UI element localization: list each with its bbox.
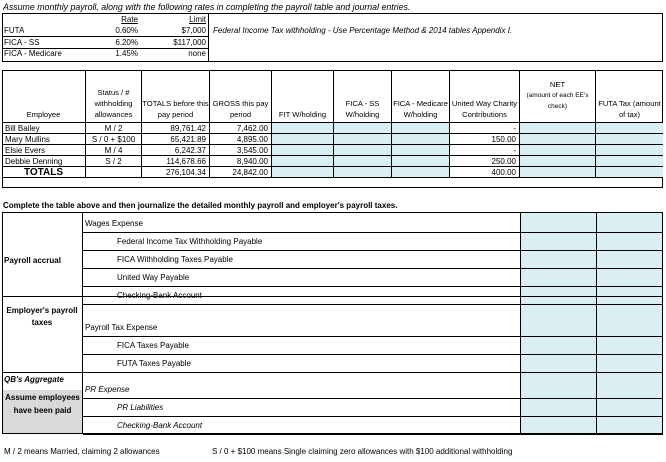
rate-limit: none [188,49,206,58]
journal-account: United Way Payable [117,273,190,282]
journal-row-divider [83,336,663,337]
totals-row-fit[interactable] [272,167,334,178]
journal-row-divider [83,354,663,355]
rate-name: FICA - Medicare [4,49,62,58]
table-row-fica-med[interactable] [392,134,450,145]
intro-text: Assume monthly payroll, along with the following rates in completing the payroll table and journal entries. [3,2,411,12]
journal-account: Checking-Bank Account [117,421,203,430]
table-row-gross: 7,462.00 [210,123,272,134]
table-row-futa[interactable] [596,134,663,145]
rate-value: 1.45% [115,49,138,58]
col-totals-before: TOTALS before this pay period [142,70,210,122]
group-divider [2,372,663,373]
journal-account: Payroll Tax Expense [85,323,158,332]
col-net: NET (amount of each EE's check) [520,70,596,122]
col-united-way: United Way Charity Contributions [450,70,520,122]
table-row-fit[interactable] [272,145,334,156]
journal-row-divider [83,286,663,287]
rate-header: Rate [121,15,138,24]
debit-column[interactable] [521,213,596,433]
table-row-fica-ss[interactable] [334,123,392,134]
qb-aggregate-label: QB's Aggregate [4,375,64,384]
table-row-totals-before: 6,242.37 [142,145,210,156]
totals-row-united-way: 400.00 [450,167,520,178]
footer-note-2: S / 0 + $100 means Single claiming zero allowances with $100 additional withholding [212,447,513,456]
table-row-united-way: 250.00 [450,156,520,167]
table-row-fica-ss[interactable] [334,145,392,156]
table-row-fica-med[interactable] [392,145,450,156]
rate-value: 0.60% [115,26,138,35]
table-row-employee: Bill Bailey [2,123,86,134]
credit-column[interactable] [597,213,662,433]
journal-row-divider [83,268,663,269]
totals-row-totals-before: 276,104.34 [142,167,210,178]
table-row-gross: 8,940.00 [210,156,272,167]
col-fica-med: FICA - Medicare W/holding [392,70,450,122]
table-row-totals-before: 89,761.42 [142,123,210,134]
journal-account: Checking-Bank Account [117,291,202,300]
table-row-fit[interactable] [272,156,334,167]
rate-limit: $117,000 [173,38,206,47]
journal-account: Wages Expense [85,219,143,228]
journal-account: PR Liabilities [117,403,164,412]
payroll-accrual-label: Payroll accrual [4,256,61,265]
table-row-net[interactable] [520,156,596,167]
table-row-net[interactable] [520,123,596,134]
journal-row-divider [83,232,663,233]
journal-account: FICA Taxes Payable [117,341,189,350]
totals-row-gross: 24,842.00 [210,167,272,178]
totals-row-fica-ss[interactable] [334,167,392,178]
assume-paid-label: Assume employees have been paid [3,390,82,433]
table-row-united-way: 150.00 [450,134,520,145]
table-row-united-way: - [450,145,520,156]
table-row-status: M / 4 [86,145,142,156]
table-row-net[interactable] [520,145,596,156]
rate-limit: $7,000 [181,26,206,35]
col-gross: GROSS this pay period [210,70,272,122]
fit-note: Federal Income Tax withholding - Use Percentage Method & 2014 tables Appendix I. [213,26,513,35]
journal-row-divider [83,398,663,399]
rate-name: FICA - SS [4,38,40,47]
table-row-totals-before: 65,421.89 [142,134,210,145]
employer-taxes-label: Employer's payroll taxes [6,306,78,327]
journal-row-divider [83,434,663,435]
col-employee: Employee [2,70,86,122]
table-row-fit[interactable] [272,134,334,145]
limit-header: Limit [189,15,206,24]
table-row-status: M / 2 [86,123,142,134]
journal-account: PR Expense [85,385,130,394]
col-status: Status / # withholding allowances [86,70,142,122]
table-row-fica-med[interactable] [392,123,450,134]
table-row-gross: 3,545.00 [210,145,272,156]
table-row-employee: Mary Mullins [2,134,86,145]
journal-row-divider [83,416,663,417]
group-divider [2,296,663,297]
rate-value: 6.20% [115,38,138,47]
totals-row-net[interactable] [520,167,596,178]
table-row-futa[interactable] [596,156,663,167]
table-row-fica-ss[interactable] [334,134,392,145]
totals-row-employee: TOTALS [2,167,86,178]
col-fit: FIT W/holding [272,70,334,122]
table-row-employee: Elsie Evers [2,145,86,156]
totals-row-futa[interactable] [596,167,663,178]
table-row-fica-ss[interactable] [334,156,392,167]
totals-row-status [86,167,142,178]
table-row-net[interactable] [520,134,596,145]
col-fica-ss: FICA - SS W/holding [334,70,392,122]
journal-account: FUTA Taxes Payable [117,359,191,368]
totals-row-fica-med[interactable] [392,167,450,178]
table-row-futa[interactable] [596,145,663,156]
journal-account: Federal Income Tax Withholding Payable [117,237,263,246]
table-row-united-way: - [450,123,520,134]
rate-name: FUTA [4,26,25,35]
col-futa: FUTA Tax (amount of tax) [598,99,661,119]
journal-row-divider [83,250,663,251]
table-row-fit[interactable] [272,123,334,134]
journal-account: FICA Withholding Taxes Payable [117,255,233,264]
table-row-fica-med[interactable] [392,156,450,167]
table-row-employee: Debbie Denning [2,156,86,167]
footer-note-1: M / 2 means Married, claiming 2 allowances [4,447,160,456]
table-row-status: S / 0 + $100 [86,134,142,145]
table-row-gross: 4,895.00 [210,134,272,145]
journal-instruction: Complete the table above and then journalize the detailed monthly payroll and employer's payroll taxes. [3,201,398,210]
table-row-totals-before: 114,678.66 [142,156,210,167]
table-row-status: S / 2 [86,156,142,167]
table-row-futa[interactable] [596,123,663,134]
journal-row-divider [83,304,663,305]
